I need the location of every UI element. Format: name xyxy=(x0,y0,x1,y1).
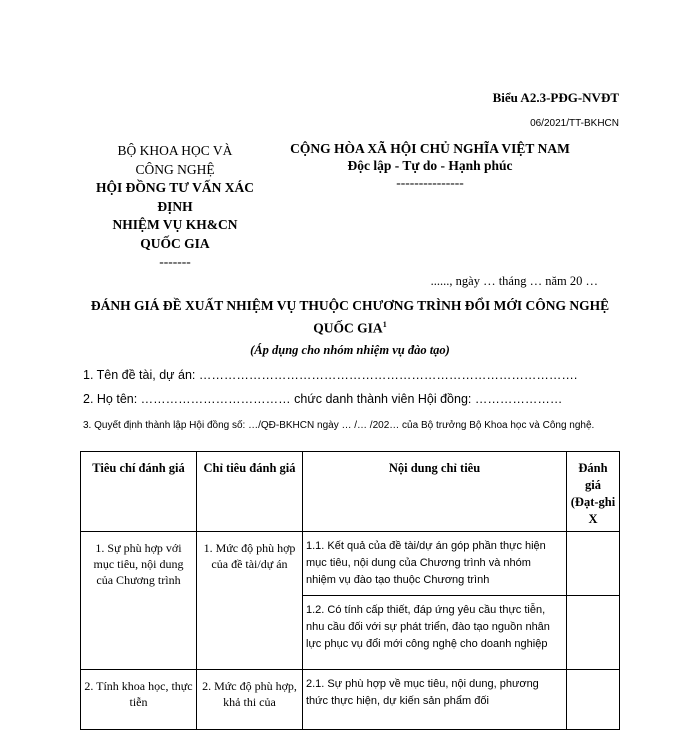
national-motto-header xyxy=(270,140,590,191)
project-name-field[interactable]: 1. Tên đề tài, dự án: ………………………………………………………………………………. xyxy=(83,368,578,382)
decision-field[interactable]: 3. Quyết định thành lập Hội đồng số: …/QĐ-BKHCN ngày … /… /202… của Bộ trưởng Bộ Khoa học và Công nghệ. xyxy=(83,420,595,431)
title-line-2: QUỐC GIA$^1$ xyxy=(313,320,387,336)
table-row xyxy=(81,532,620,596)
criteria-cell: 2. Tính khoa học, thực tiễn xyxy=(81,670,197,730)
indicator-cell: 2. Mức độ phù hợp, khả thi của xyxy=(197,670,303,730)
table-header-row xyxy=(81,452,620,532)
footnote-marker: 1 xyxy=(382,320,387,329)
agency-divider: ------- xyxy=(159,254,191,269)
indicator-cell: 1. Mức độ phù hợp của đề tài/dự án xyxy=(197,532,303,670)
agency-line-1: BỘ KHOA HỌC VÀ xyxy=(117,143,233,158)
agency-line-5: NHIỆM VỤ KH&CN xyxy=(112,217,238,232)
issuing-agency-header xyxy=(80,142,270,272)
agency-line-3: HỘI ĐỒNG TƯ VẤN XÁC xyxy=(95,180,254,195)
agency-line-4: ĐỊNH xyxy=(157,198,193,214)
member-name-field[interactable]: 2. Họ tên: ……………………………… chức danh thành viên Hội đồng: ………………… xyxy=(83,392,563,406)
content-cell: 2.1. Sự phù hợp về mục tiêu, nội dung, phương thức thực hiện, dự kiến sản phẩm đối xyxy=(303,670,567,730)
circular-number: 06/2021/TT-BKHCN xyxy=(530,118,619,129)
agency-line-2: CÔNG NGHỆ xyxy=(135,161,215,177)
motto: Độc lập - Tự do - Hạnh phúc xyxy=(347,158,513,173)
header-rating: Đánh giá (Đạt-ghi X xyxy=(567,452,620,532)
country-name: CỘNG HÒA XÃ HỘI CHỦ NGHĨA VIỆT NAM xyxy=(290,141,570,156)
date-line: ......, ngày … tháng … năm 20 … xyxy=(430,274,598,288)
header-content: Nội dung chỉ tiêu xyxy=(303,452,567,532)
evaluation-table xyxy=(80,451,620,730)
header-criteria: Tiêu chí đánh giá xyxy=(81,452,197,532)
rating-cell[interactable] xyxy=(567,596,620,670)
content-cell: 1.2. Có tính cấp thiết, đáp ứng yêu cầu thực tiễn, nhu cầu đối với sự phát triển, đào tạo nguồn nhân lực phục vụ đổi mới công nghệ cho doanh nghiệp xyxy=(303,596,567,670)
rating-cell[interactable] xyxy=(567,532,620,596)
form-code: Biểu A2.3-PĐG-NVĐT xyxy=(492,90,619,105)
document-title xyxy=(60,296,640,338)
content-cell: 1.1. Kết quả của đề tài/dự án góp phần thực hiện mục tiêu, nội dung của Chương trình và nhóm nhiệm vụ đào tạo thuộc Chương trình xyxy=(303,532,567,596)
motto-divider: --------------- xyxy=(396,175,464,190)
header-indicator: Chỉ tiêu đánh giá xyxy=(197,452,303,532)
title-line-1: ĐÁNH GIÁ ĐỀ XUẤT NHIỆM VỤ THUỘC CHƯƠNG TRÌNH ĐỔI MỚI CÔNG NGHỆ xyxy=(90,298,610,313)
criteria-cell: 1. Sự phù hợp với mục tiêu, nội dung của Chương trình xyxy=(81,532,197,670)
agency-line-6: QUỐC GIA xyxy=(140,235,210,251)
document-subtitle: (Áp dụng cho nhóm nhiệm vụ đào tạo) xyxy=(250,343,450,357)
